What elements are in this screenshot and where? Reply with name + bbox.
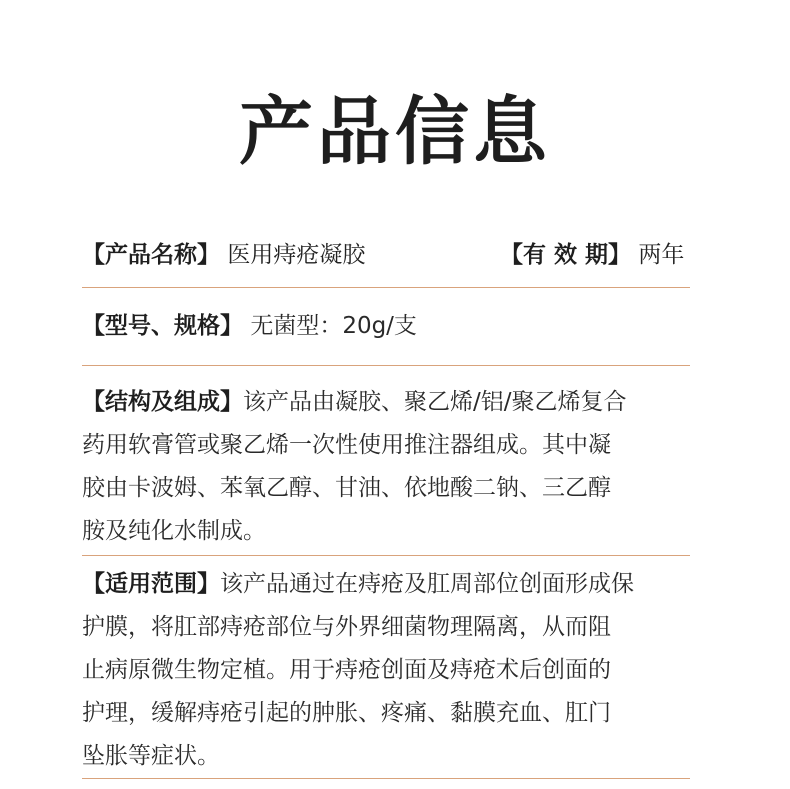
composition-line-1 — [82, 381, 702, 424]
scope-line-5: 坠胀等症状。 — [82, 743, 220, 769]
scope-label: 【适用范围】 — [82, 571, 220, 597]
product-name-row — [82, 234, 365, 277]
scope-block — [82, 563, 702, 778]
composition-line-3: 胶由卡波姆、苯氧乙醇、甘油、依地酸二钠、三乙醇 — [82, 475, 611, 501]
validity-value: 两年 — [638, 242, 685, 268]
scope-text-1: 该产品通过在痔疮及肛周部位创面形成保 — [220, 571, 634, 597]
model-value: 无菌型：20g/支 — [250, 313, 417, 339]
composition-line-4: 胺及纯化水制成。 — [82, 518, 266, 544]
composition-label: 【结构及组成】 — [82, 389, 243, 415]
product-name-label: 【产品名称】 — [82, 242, 220, 268]
scope-line-4: 护理，缓解痔疮引起的肿胀、疼痛、黏膜充血、肛门 — [82, 700, 611, 726]
divider-2 — [82, 365, 690, 366]
composition-line-2: 药用软膏管或聚乙烯一次性使用推注器组成。其中凝 — [82, 432, 611, 458]
divider-1 — [82, 287, 690, 288]
divider-3 — [82, 555, 690, 556]
validity-label: 【有 效 期】 — [500, 242, 632, 268]
model-label: 【型号、规格】 — [82, 313, 243, 339]
scope-line-3: 止病原微生物定植。用于痔疮创面及痔疮术后创面的 — [82, 657, 611, 683]
composition-block — [82, 381, 702, 553]
divider-4 — [82, 778, 690, 779]
page-title: 产品信息 — [239, 89, 551, 175]
model-row — [82, 305, 694, 348]
scope-line-2: 护膜，将肛部痔疮部位与外界细菌物理隔离，从而阻 — [82, 614, 611, 640]
scope-line-1 — [82, 563, 702, 606]
product-name-value: 医用痔疮凝胶 — [227, 242, 366, 268]
composition-text-1: 该产品由凝胶、聚乙烯/铝/聚乙烯复合 — [243, 389, 627, 415]
validity-row — [500, 234, 684, 277]
